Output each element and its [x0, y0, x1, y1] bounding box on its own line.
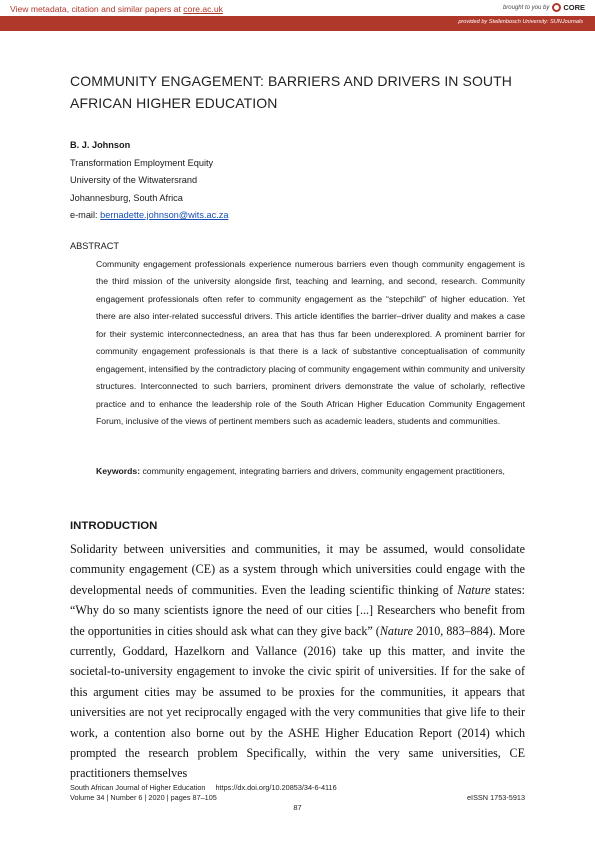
core-logo-text: CORE: [563, 3, 585, 12]
nature-journal-citation: Nature: [379, 623, 413, 638]
abstract-text: Community engagement professionals experience numerous barriers even though community engagement is the third mission of the university alongside first, teaching and learning, and second, research. Community engagement professionals often refer to community engagement as the “stepchild” of higher education. Yet there are also inter-related successful drivers. This article identifies the barrier–driver duality and makes a case for their systemic interconnectedness, an area that has thus far been underexplored. A prominent barrier for community engagement professionals is that there is a lack of substantive conceptualisation of community engagement, intensified by the contradictory placing of community engagement within community and university structures. Interconnected to such barriers, prominent drivers demonstrate the value of scholarly, reflective practice and to enhance the leadership role of the South African Higher Education Community Engagement Forum, inclusive of the views of pertinent members such as academic leaders, students and communities.: [96, 259, 525, 427]
page-number: 87: [293, 803, 302, 812]
author-affiliation-1: Transformation Employment Equity: [70, 157, 214, 168]
abstract-heading: ABSTRACT: [70, 241, 120, 251]
footer-journal-name: South African Journal of Higher Education: [70, 783, 206, 792]
keywords-text: community engagement, integrating barriers and drivers, community engagement practitioners,: [140, 466, 505, 476]
author-block: [70, 137, 540, 225]
footer-journal-line: [70, 783, 525, 793]
core-logo-icon: [552, 3, 561, 12]
footer-volume-row: [70, 793, 525, 803]
nature-journal-name: Nature: [457, 582, 491, 597]
keywords-label: Keywords:: [96, 466, 141, 476]
footer-eissn: eISSN 1753-5913: [466, 792, 525, 802]
author-name: B. J. Johnson: [70, 140, 131, 150]
brought-to-you-by[interactable]: [503, 3, 585, 12]
section-heading-introduction: INTRODUCTION: [70, 520, 158, 532]
keywords: [96, 463, 525, 480]
intro-text-3: 2010, 883–884). More currently, Goddard, Hazelkorn and Vallance (2016) take up this matter, and invite the societal-to-university engagement to invoke the civic spirit of universities. If for the sake of this argument cities may be assumed to be proxies for the communities, it appears that universities are not yet reciprocally engaged with the very communities that give life to their work, a contention also borne out by the ASHE Higher Education Report (2014) which prompted the research problem Specifically, within the very same universities, CE practitioners themselves: [70, 623, 525, 781]
author-location: Johannesburg, South Africa: [70, 192, 183, 203]
author-email-line: [70, 207, 540, 225]
provided-by-text[interactable]: provided by Stellenbosch University: SUNJournals: [458, 19, 583, 25]
article-title: COMMUNITY ENGAGEMENT: BARRIERS AND DRIVERS IN SOUTH AFRICAN HIGHER EDUCATION: [70, 73, 513, 111]
intro-text-2: states: “Why do so many scientists ignore the need of our cities [...] Researchers who benefit from the opportunities in cities should ask what can they give back” (: [70, 582, 525, 638]
footer-volume: Volume 34 | Number 6 | 2020 | pages 87‒105: [70, 792, 217, 802]
footer-doi[interactable]: https://dx.doi.org/10.20853/34-6-4116: [215, 783, 337, 792]
core-link-prefix: View metadata, citation and similar papers at: [10, 4, 184, 14]
author-email-link[interactable]: bernadette.johnson@wits.ac.za: [100, 210, 229, 220]
core-metadata-link-line: [10, 4, 223, 14]
core-logo[interactable]: [552, 3, 585, 12]
author-affiliation-2: University of the Witwatersrand: [70, 175, 198, 185]
core-provider-bar: [0, 16, 595, 31]
core-banner: [0, 0, 595, 44]
email-label: e-mail:: [70, 210, 101, 220]
intro-text-1: Solidarity between universities and communities, it may be assumed, would consolidate community engagement (CE) as a system through which universities could engage with the developmental needs of communities. Even the leading scientific thinking of: [70, 542, 525, 597]
page-footer: [70, 783, 525, 802]
introduction-paragraph: [70, 539, 525, 784]
core-link[interactable]: core.ac.uk: [183, 4, 223, 14]
brought-to-you-label: brought to you by: [502, 4, 550, 11]
